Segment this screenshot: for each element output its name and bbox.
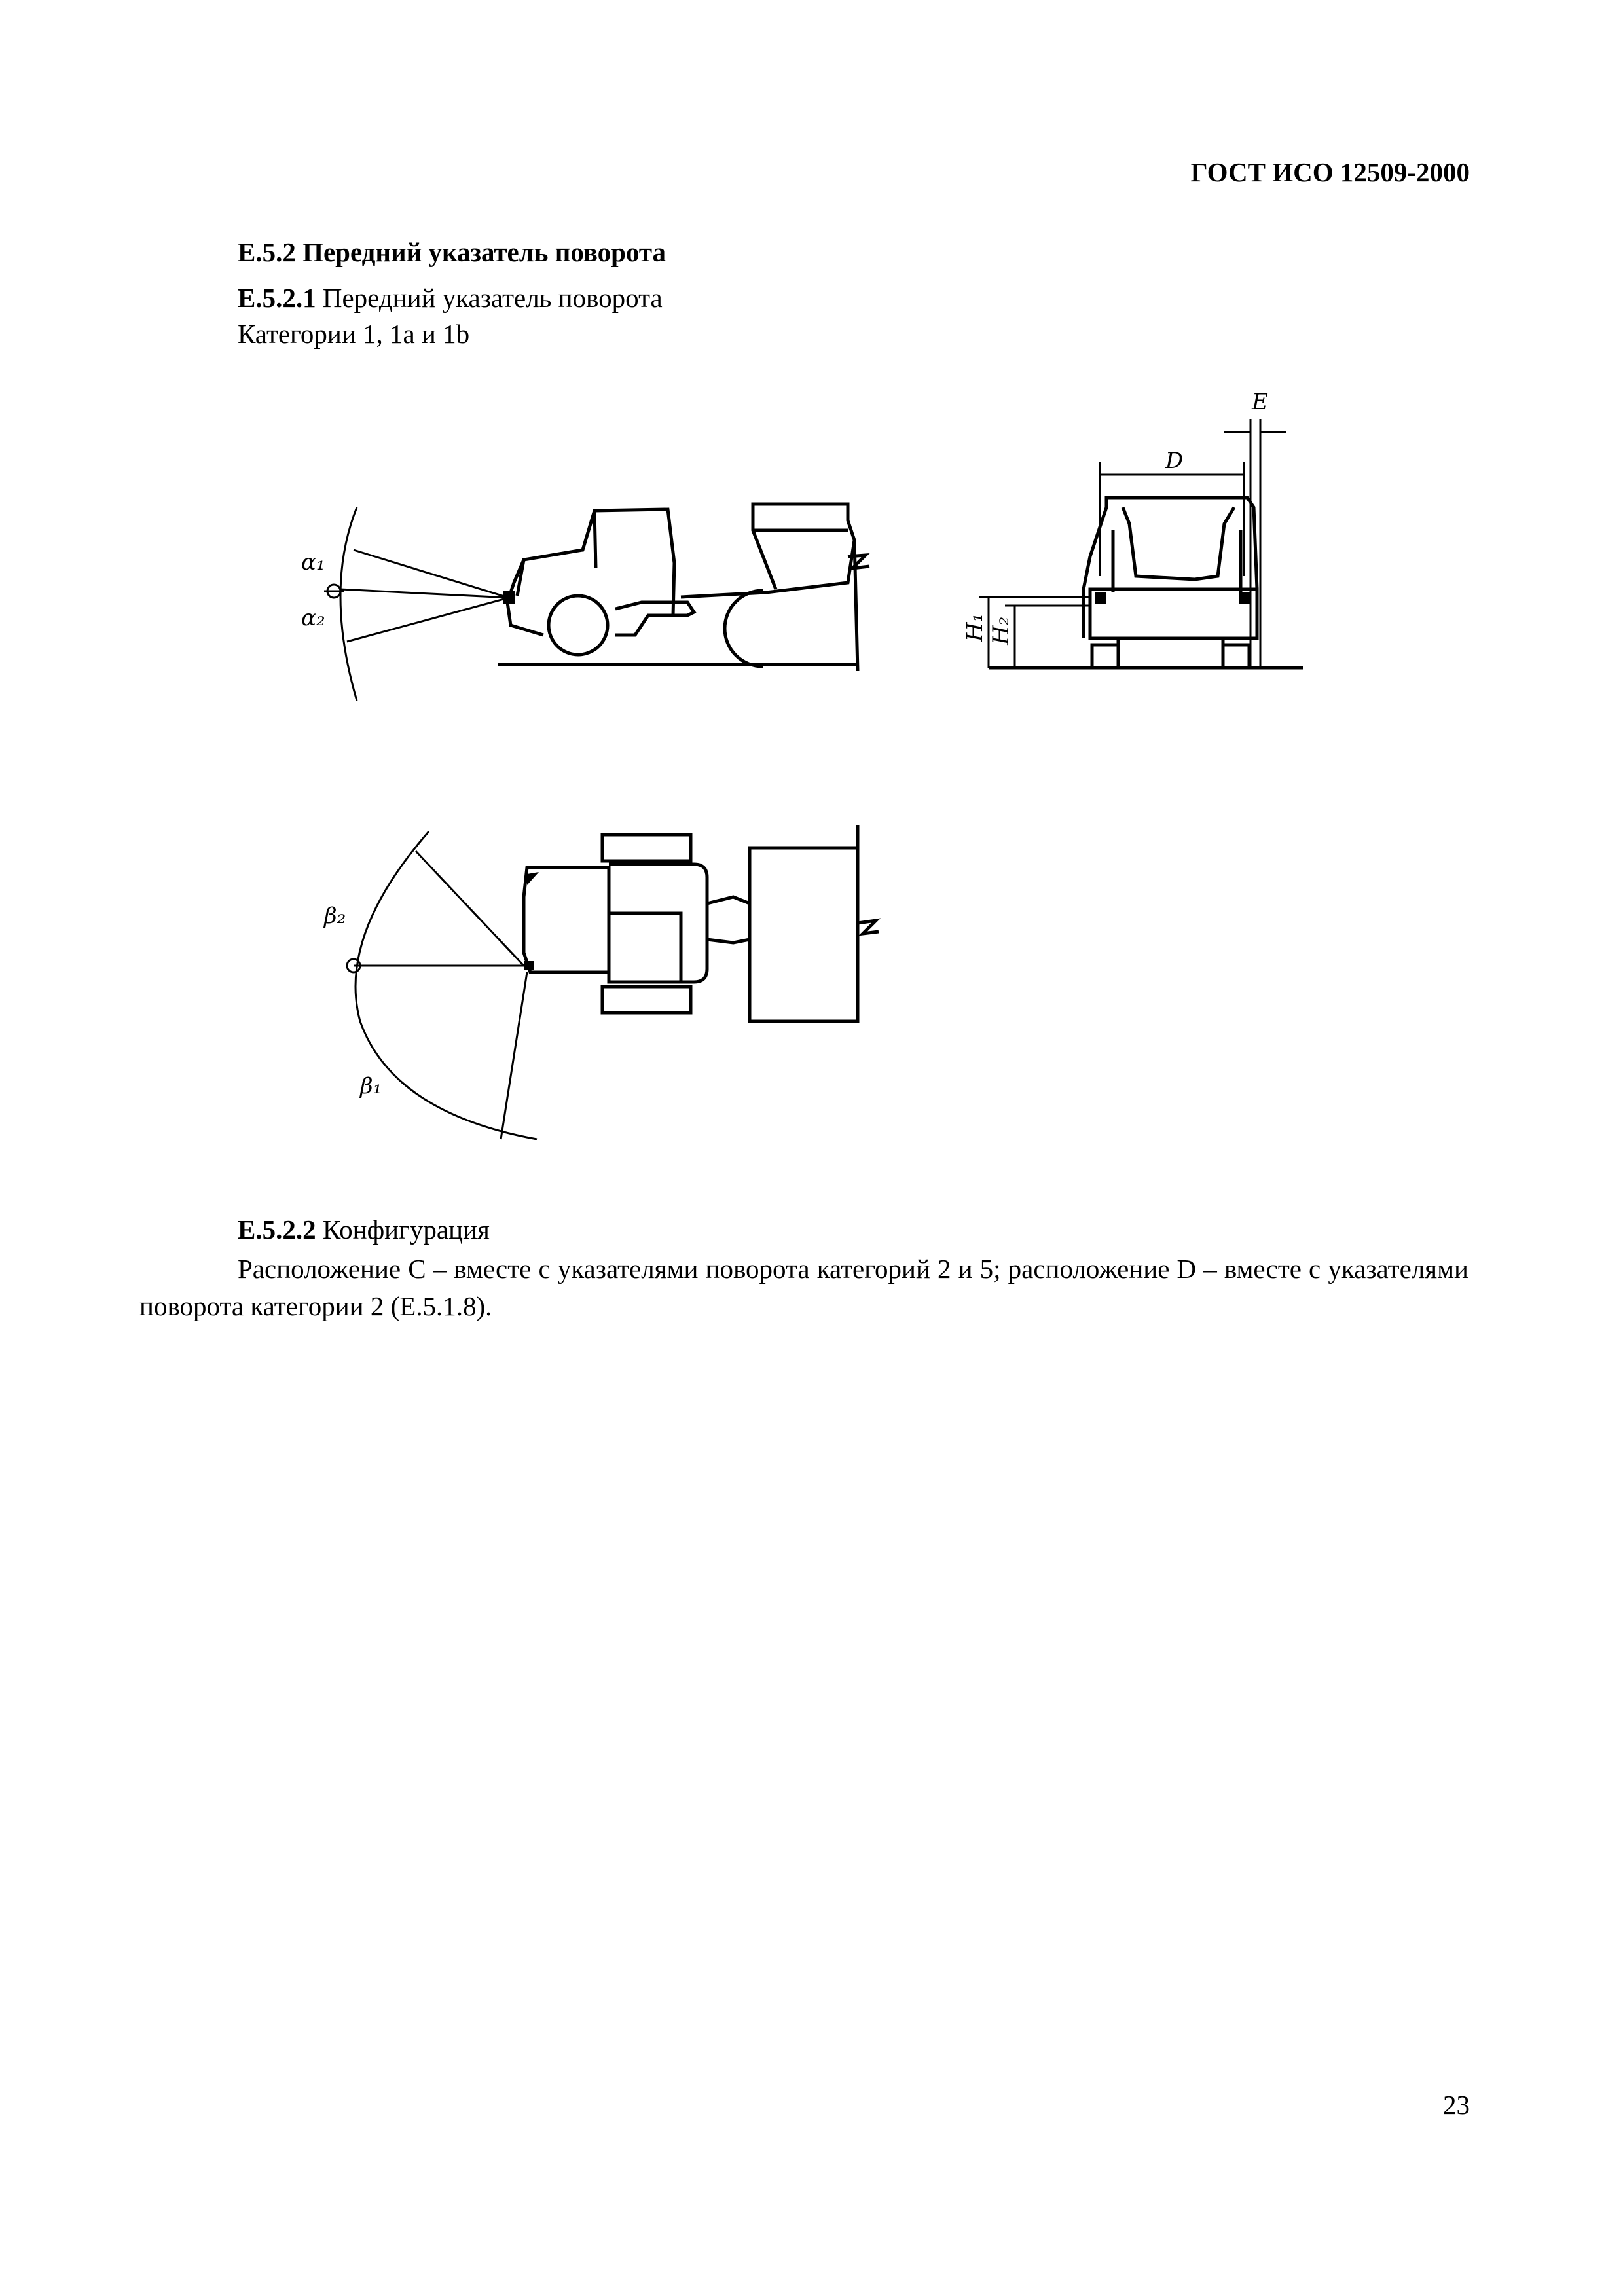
alpha2-label: α₂	[301, 605, 325, 631]
subsection-title-1: Передний указатель поворота	[316, 283, 663, 313]
alpha1-label: α₁	[301, 549, 325, 575]
top-view-diagram	[314, 805, 890, 1159]
beta1-label: β₁	[360, 1073, 382, 1099]
rear-wheel	[725, 591, 763, 666]
side-view-diagram	[295, 484, 884, 707]
categories-line: Категории 1, 1а и 1b	[238, 319, 470, 349]
subsection-heading-1	[238, 282, 663, 315]
section-title: Е.5.2 Передний указатель поворота	[238, 237, 666, 267]
lamp-left	[1095, 592, 1106, 604]
subsection-number-1: Е.5.2.1	[238, 283, 316, 313]
top-wheel-lower	[602, 987, 691, 1013]
top-wheel-upper	[602, 835, 691, 861]
h2-label: H₂	[988, 616, 1014, 645]
dimension-d-label: D	[1165, 448, 1184, 474]
subsection-title-2: Конфигурация	[316, 1214, 490, 1245]
h1-label: H₁	[962, 613, 988, 642]
subsection-heading-2	[238, 1213, 490, 1247]
front-view-diagram	[943, 389, 1309, 681]
configuration-paragraph: Расположение С – вместе с указателями поворота категорий 2 и 5; расположение D – вместе с указателями поворота категории 2 (Е.5.1.8).	[139, 1254, 1468, 1322]
beta2-label: β₂	[324, 903, 346, 929]
front-wheel	[549, 596, 608, 655]
page-number: 23	[1443, 2090, 1470, 2120]
lamp-right	[1239, 592, 1250, 604]
subsection-number-2: Е.5.2.2	[238, 1214, 316, 1245]
dimension-e-label: E	[1252, 389, 1268, 415]
document-header: ГОСТ ИСО 12509-2000	[1190, 157, 1470, 187]
